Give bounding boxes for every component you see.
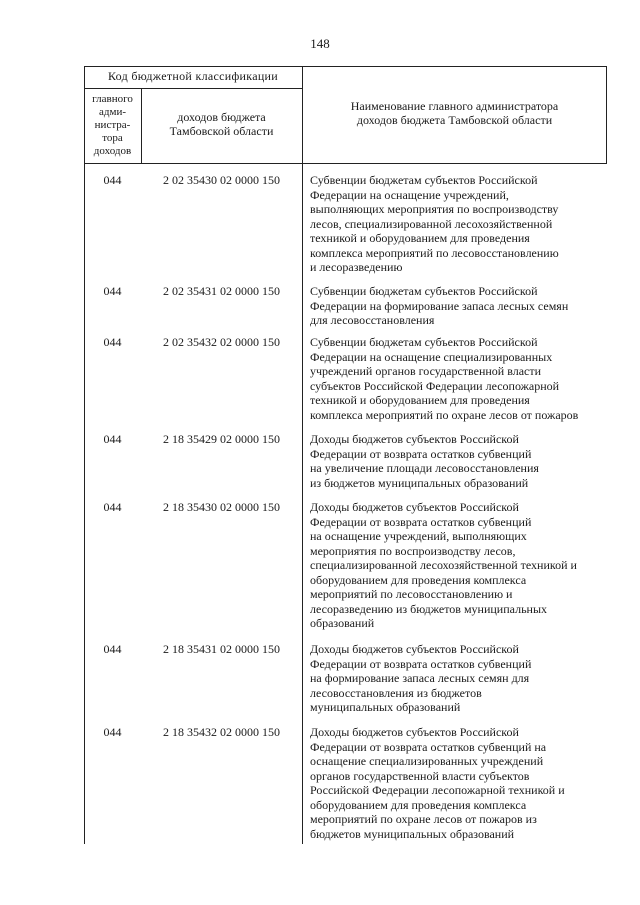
- income-name-cell: Субвенции бюджетам субъектов Российской Федерации на оснащение учреждений, выполняющих мероприятия по воспроизводству лесов, специализированной лесохозяйственной техникой и оборудованием для проведения комплекса мероприятий по лесовосстановлению и лесоразведению: [310, 173, 559, 274]
- classification-header: Код бюджетной классификации: [107, 69, 279, 83]
- income-code-cell: 2 18 35432 02 0000 150: [163, 725, 280, 739]
- income-code-cell: 2 18 35429 02 0000 150: [163, 432, 280, 446]
- admin-code-cell: 044: [103, 335, 122, 349]
- administrator-name-header: Наименование главного администратора доходов бюджета Тамбовской области: [350, 99, 559, 127]
- header-bottom-border: [84, 163, 607, 164]
- income-name-cell: Доходы бюджетов субъектов Российской Федерации от возврата остатков субвенций на увеличение площади лесовосстановления из бюджетов муниципальных образований: [310, 432, 539, 490]
- income-name-cell: Доходы бюджетов субъектов Российской Федерации от возврата остатков субвенций на оснащение специализированных учреждений органов государственной власти субъектов Российской Федерации лесопожарной техникой и оборудованием для проведения комплекса мероприятий по охране лесов от пожаров из бюджетов муниципальных образований: [310, 725, 565, 841]
- classification-header-divider: [84, 88, 302, 89]
- column-divider-code-name: [302, 66, 303, 844]
- income-code-header: доходов бюджета Тамбовской области: [169, 110, 274, 138]
- budget-classification-table: [84, 66, 607, 844]
- income-code-cell: 2 02 35431 02 0000 150: [163, 284, 280, 298]
- admin-code-cell: 044: [103, 432, 122, 446]
- income-name-cell: Субвенции бюджетам субъектов Российской Федерации на формирование запаса лесных семян для лесовосстановления: [310, 284, 569, 327]
- income-code-cell: 2 18 35431 02 0000 150: [163, 642, 280, 656]
- table-top-border: [84, 66, 607, 67]
- income-name-cell: Доходы бюджетов субъектов Российской Федерации от возврата остатков субвенций на оснащение учреждений, выполняющих мероприятия по воспроизводству лесов, специализированной лесохозяйственной техникой и оборудованием для проведения комплекса мероприятий по лесовосстановлению и лесоразведению из бюджетов муниципальных образований: [310, 500, 577, 630]
- income-code-cell: 2 02 35430 02 0000 150: [163, 173, 280, 187]
- admin-code-cell: 044: [103, 642, 122, 656]
- admin-code-cell: 044: [103, 725, 122, 739]
- income-name-cell: Доходы бюджетов субъектов Российской Федерации от возврата остатков субвенций на формирование запаса лесных семян для лесовосстановления из бюджетов муниципальных образований: [310, 642, 532, 714]
- admin-code-cell: 044: [103, 284, 122, 298]
- admin-code-cell: 044: [103, 500, 122, 514]
- income-name-cell: Субвенции бюджетам субъектов Российской Федерации на оснащение специализированных учреждений органов государственной власти субъектов Российской Федерации лесопожарной техникой и оборудованием для проведения комплекса мероприятий по охране лесов от пожаров: [310, 335, 579, 422]
- income-code-cell: 2 02 35432 02 0000 150: [163, 335, 280, 349]
- admin-code-cell: 044: [103, 173, 122, 187]
- income-code-cell: 2 18 35430 02 0000 150: [163, 500, 280, 514]
- page-number: 148: [310, 36, 330, 51]
- admin-code-header: главного адми- нистра- тора доходов: [92, 93, 133, 157]
